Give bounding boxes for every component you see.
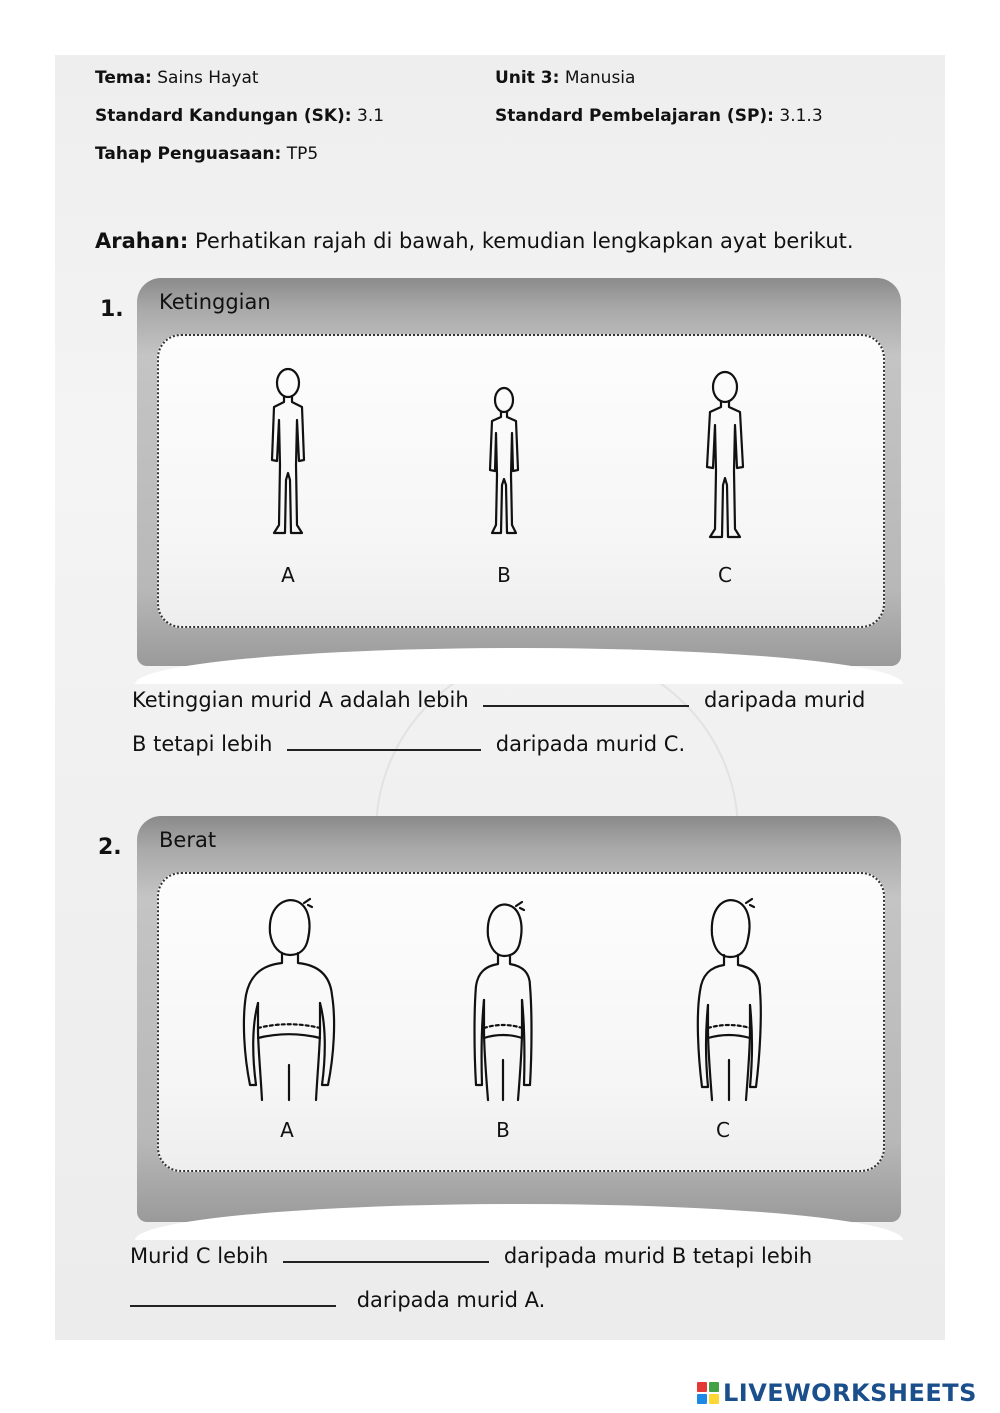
question-1-sentence-line-2: [132, 732, 685, 756]
unit-label: Unit 3:: [495, 68, 560, 88]
person-c-height-figure: [703, 367, 747, 542]
question-2-blank-1[interactable]: [283, 1260, 489, 1263]
question-1-label-b: B: [497, 563, 511, 587]
person-c-weight-figure: [690, 895, 770, 1105]
sk-label: Standard Kandungan (SK):: [95, 106, 352, 126]
question-2-sentence-line-1: [130, 1244, 812, 1268]
header-tema: [95, 68, 259, 88]
tema-label: Tema:: [95, 68, 152, 88]
header-sp: [495, 106, 823, 126]
question-2-label-a: A: [280, 1118, 294, 1142]
question-2-sentence-line-2: [130, 1288, 545, 1312]
question-1-blank-1[interactable]: [483, 704, 689, 707]
person-b-weight-figure: [468, 900, 538, 1105]
question-1-text-1: Ketinggian murid A adalah lebih: [132, 688, 469, 712]
tp-label: Tahap Penguasaan:: [95, 144, 282, 164]
question-2-title: Berat: [159, 828, 217, 852]
instruction-text: Perhatikan rajah di bawah, kemudian lengkapkan ayat berikut.: [194, 229, 854, 253]
panel-lip: [135, 1204, 903, 1240]
logo-cube-icon: [697, 1382, 719, 1404]
panel-lip: [135, 648, 903, 684]
question-1-label-c: C: [718, 563, 732, 587]
person-b-height-figure: [487, 385, 521, 540]
question-1-number: 1.: [100, 297, 124, 322]
logo-text: LIVEWORKSHEETS: [723, 1379, 977, 1407]
sp-value: 3.1.3: [779, 106, 823, 126]
header-sk: [95, 106, 384, 126]
question-2-number: 2.: [98, 835, 122, 860]
logo-cube-green: [709, 1382, 719, 1392]
question-1-sentence-line-1: [132, 688, 865, 712]
question-1-blank-2[interactable]: [287, 748, 481, 751]
logo-cube-yellow: [709, 1394, 719, 1404]
person-a-height-figure: [268, 365, 308, 540]
question-1-label-a: A: [281, 563, 295, 587]
person-a-weight-figure: [238, 895, 338, 1105]
instruction: [95, 229, 854, 253]
question-2-text-1: Murid C lebih: [130, 1244, 269, 1268]
question-2-text-2: daripada murid B tetapi lebih: [503, 1244, 813, 1268]
tp-value: TP5: [286, 144, 319, 164]
unit-value: Manusia: [564, 68, 636, 88]
sp-label: Standard Pembelajaran (SP):: [495, 106, 774, 126]
question-1-text-2: daripada murid: [704, 688, 866, 712]
question-1-text-4: daripada murid C.: [495, 732, 686, 756]
question-2-label-c: C: [716, 1118, 730, 1142]
liveworksheets-logo[interactable]: [697, 1378, 977, 1408]
logo-cube-blue: [697, 1394, 707, 1404]
question-2-blank-2[interactable]: [130, 1304, 336, 1307]
logo-cube-red: [697, 1382, 707, 1392]
question-1-text-3: B tetapi lebih: [132, 732, 273, 756]
question-2-label-b: B: [496, 1118, 510, 1142]
instruction-label: Arahan:: [95, 229, 189, 253]
sk-value: 3.1: [357, 106, 385, 126]
header-tp: [95, 144, 318, 164]
tema-value: Sains Hayat: [157, 68, 259, 88]
header-unit: [495, 68, 635, 88]
question-2-text-3: daripada murid A.: [356, 1288, 546, 1312]
question-1-title: Ketinggian: [159, 290, 271, 314]
